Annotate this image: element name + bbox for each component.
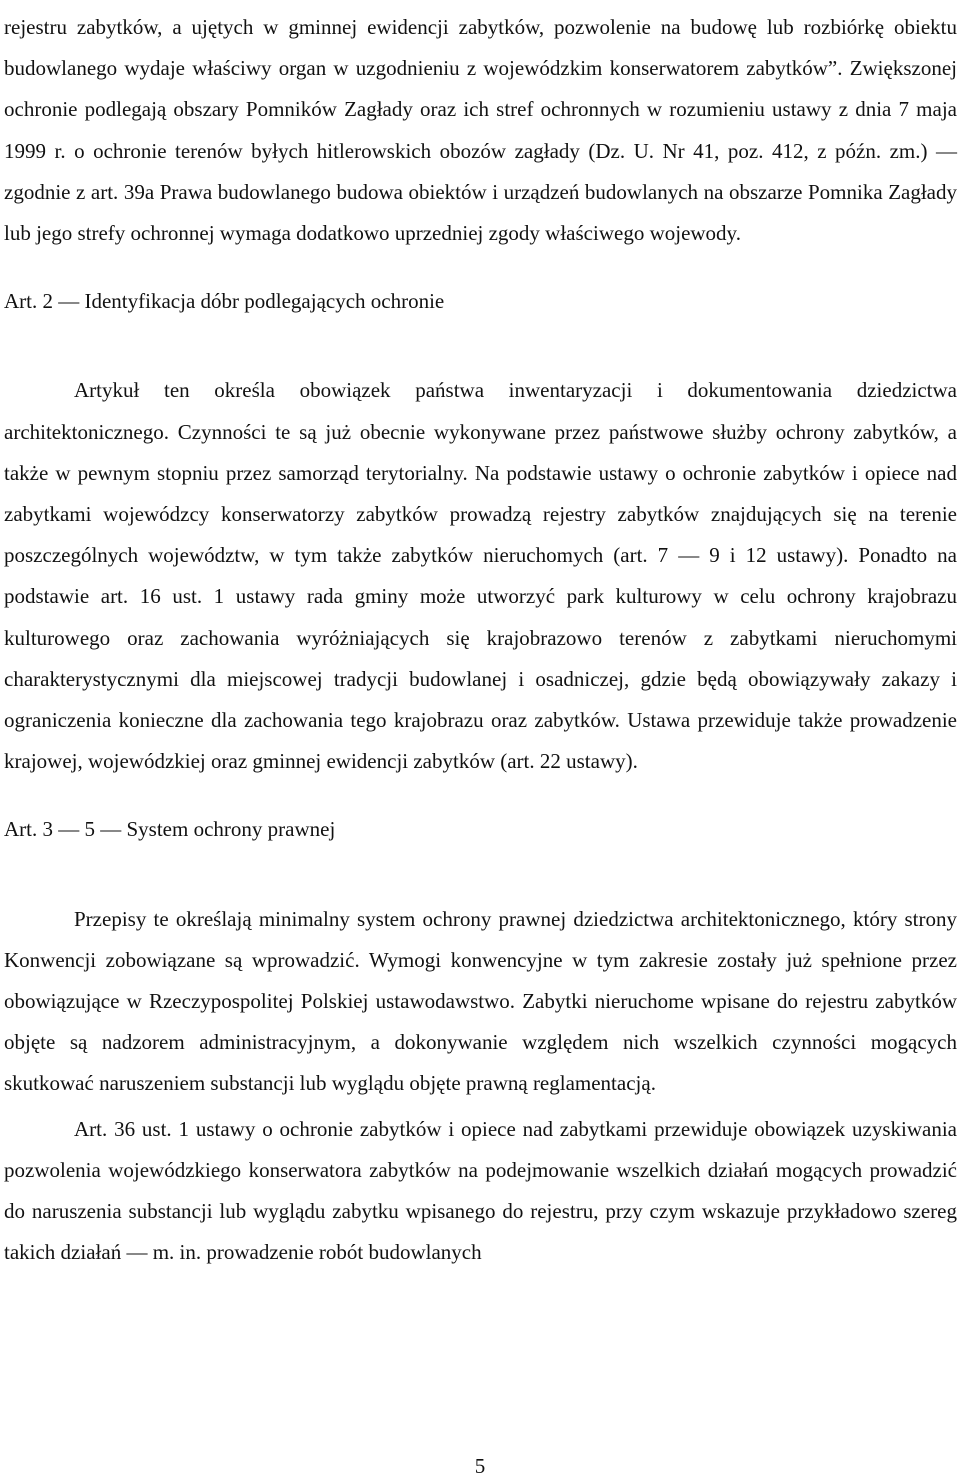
paragraph-art-36: Art. 36 ust. 1 ustawy o ochronie zabytków i opiece nad zabytkami przewiduje obowiązek uzyskiwania pozwolenia wojewódzkiego konserwatora zabytków na podejmowanie wszelkich działań mogących prowadzić do naruszenia substancji lub wyglądu zabytku wpisanego do rejestru, przy czym wskazuje przykładowo szereg takich działań — m. in. prowadzenie robót budowlanych bbox=[4, 1116, 957, 1265]
document-page bbox=[4, 0, 957, 1273]
section-heading-art-2: Art. 2 — Identyfikacja dóbr podlegających ochronie bbox=[4, 289, 445, 314]
section-heading-art-3-5: Art. 3 — 5 — System ochrony prawnej bbox=[4, 817, 336, 842]
paragraph-art-3-5: Przepisy te określają minimalny system ochrony prawnej dziedzictwa architektonicznego, który strony Konwencji zobowiązane są wprowadzić. Wymogi konwencyjne w tym zakresie zostały już spełnione przez obowiązujące w Rzeczypospolitej Polskiej ustawodawstwo. Zabytki nieruchome wpisane do rejestru zabytków objęte są nadzorem administracyjnym, a dokonywanie względem nich wszelkich czynności mogących skutkować naruszeniem substancji lub wyglądu objęte prawną reglamentacją. bbox=[4, 906, 957, 1096]
paragraph-art-2: Artykuł ten określa obowiązek państwa inwentaryzacji i dokumentowania dziedzictwa architektonicznego. Czynności te są już obecnie wykonywane przez państwowe służby ochrony zabytków, a także w pewnym stopniu przez samorząd terytorialny. Na podstawie ustawy o ochronie zabytków i opiece nad zabytkami wojewódzcy konserwatorzy zabytków prowadzą rejestry zabytków znajdujących się na terenie poszczególnych województw, w tym także zabytków nieruchomych (art. 7 — 9 i 12 ustawy). Ponadto na podstawie art. 16 ust. 1 ustawy rada gminy może utworzyć park kulturowy w celu ochrony krajobrazu kulturowego oraz zachowania wyróżniających się krajobrazowo terenów z zabytkami nieruchomymi charakterystycznymi dla miejscowej tradycji budowlanej i osadniczej, gdzie będą obowiązywały zakazy i ograniczenia konieczne dla zachowania tego krajobrazu oraz zabytków. Ustawa przewiduje także prowadzenie krajowej, wojewódzkiej oraz gminnej ewidencji zabytków (art. 22 ustawy). bbox=[4, 378, 957, 774]
page-number: 5 bbox=[474, 1454, 486, 1478]
paragraph-continuation: rejestru zabytków, a ujętych w gminnej ewidencji zabytków, pozwolenie na budowę lub rozbiórkę obiektu budowlanego wydaje właściwy organ w uzgodnieniu z wojewódzkim konserwatorem zabytków”. Zwiększonej ochronie podlegają obszary Pomników Zagłady oraz ich stref ochronnych w rozumieniu ustawy z dnia 7 maja 1999 r. o ochronie terenów byłych hitlerowskich obozów zagłady (Dz. U. Nr 41, poz. 412, z późn. zm.) — zgodnie z art. 39a Prawa budowlanego budowa obiektów i urządzeń budowlanych na obszarze Pomnika Zagłady lub jego strefy ochronnej wymaga dodatkowo uprzedniej zgody właściwego wojewody. bbox=[4, 15, 957, 246]
